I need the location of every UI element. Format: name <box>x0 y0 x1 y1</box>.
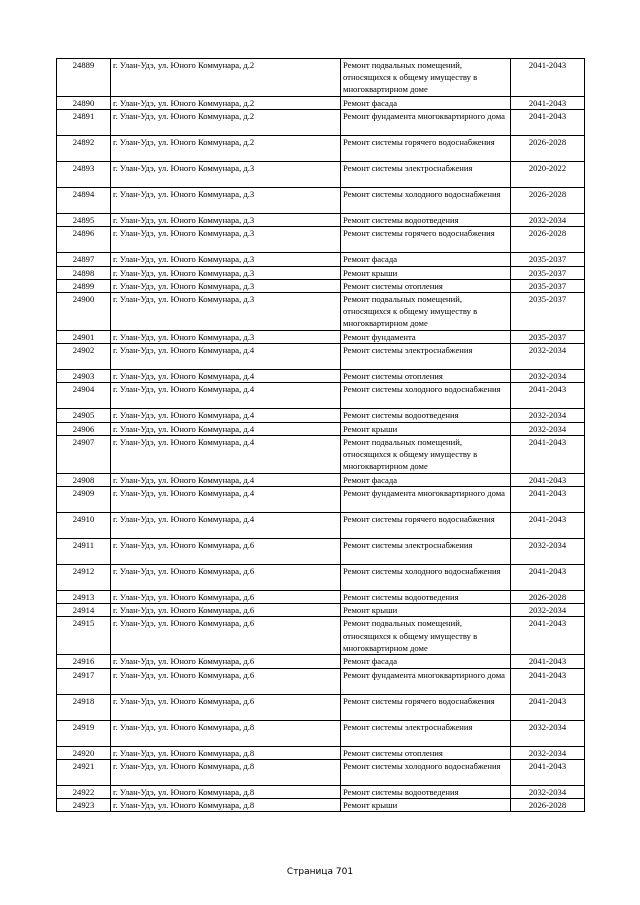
row-number: 24899 <box>57 279 111 292</box>
row-work-type: Ремонт системы водоотведения <box>341 785 511 798</box>
row-address: г. Улан-Удэ, ул. Юного Коммунара, д.4 <box>111 487 341 513</box>
row-address: г. Улан-Удэ, ул. Юного Коммунара, д.4 <box>111 344 341 370</box>
table-row <box>57 97 585 110</box>
table-row <box>57 799 585 812</box>
table-row <box>57 266 585 279</box>
table-row <box>57 539 585 565</box>
row-number: 24916 <box>57 655 111 668</box>
row-address: г. Улан-Удэ, ул. Юного Коммунара, д.6 <box>111 591 341 604</box>
row-period: 2035-2037 <box>511 293 585 331</box>
row-period: 2020-2022 <box>511 162 585 188</box>
row-number: 24920 <box>57 746 111 759</box>
row-period: 2032-2034 <box>511 409 585 422</box>
row-address: г. Улан-Удэ, ул. Юного Коммунара, д.8 <box>111 720 341 746</box>
row-number: 24908 <box>57 473 111 486</box>
row-period: 2026-2028 <box>511 799 585 812</box>
row-work-type: Ремонт фундамента многоквартирного дома <box>341 110 511 136</box>
table-row <box>57 746 585 759</box>
table-row <box>57 785 585 798</box>
row-number: 24900 <box>57 293 111 331</box>
table-row <box>57 110 585 136</box>
table-row <box>57 694 585 720</box>
row-address: г. Улан-Удэ, ул. Юного Коммунара, д.3 <box>111 293 341 331</box>
row-period: 2026-2028 <box>511 136 585 162</box>
row-address: г. Улан-Удэ, ул. Юного Коммунара, д.3 <box>111 162 341 188</box>
row-period: 2041-2043 <box>511 383 585 409</box>
repair-schedule-table <box>56 58 585 812</box>
table-row <box>57 655 585 668</box>
table-row <box>57 383 585 409</box>
row-address: г. Улан-Удэ, ул. Юного Коммунара, д.6 <box>111 604 341 617</box>
row-address: г. Улан-Удэ, ул. Юного Коммунара, д.8 <box>111 785 341 798</box>
row-address: г. Улан-Удэ, ул. Юного Коммунара, д.4 <box>111 473 341 486</box>
row-number: 24919 <box>57 720 111 746</box>
row-work-type: Ремонт крыши <box>341 799 511 812</box>
row-period: 2041-2043 <box>511 513 585 539</box>
row-period: 2035-2037 <box>511 279 585 292</box>
row-period: 2035-2037 <box>511 253 585 266</box>
row-period: 2041-2043 <box>511 759 585 785</box>
table-row <box>57 188 585 214</box>
row-address: г. Улан-Удэ, ул. Юного Коммунара, д.6 <box>111 617 341 655</box>
page-number: Страница 701 <box>286 867 354 877</box>
row-period: 2026-2028 <box>511 227 585 253</box>
row-work-type: Ремонт системы электроснабжения <box>341 162 511 188</box>
row-work-type: Ремонт фасада <box>341 97 511 110</box>
row-number: 24901 <box>57 331 111 344</box>
row-number: 24903 <box>57 370 111 383</box>
row-number: 24917 <box>57 668 111 694</box>
table-row <box>57 331 585 344</box>
row-work-type: Ремонт системы холодного водоснабжения <box>341 759 511 785</box>
row-address: г. Улан-Удэ, ул. Юного Коммунара, д.3 <box>111 214 341 227</box>
row-address: г. Улан-Удэ, ул. Юного Коммунара, д.2 <box>111 110 341 136</box>
row-work-type: Ремонт фундамента <box>341 331 511 344</box>
row-number: 24892 <box>57 136 111 162</box>
row-period: 2032-2034 <box>511 370 585 383</box>
table-row <box>57 162 585 188</box>
row-work-type: Ремонт системы электроснабжения <box>341 539 511 565</box>
table-row <box>57 293 585 331</box>
row-number: 24889 <box>57 59 111 97</box>
row-address: г. Улан-Удэ, ул. Юного Коммунара, д.3 <box>111 266 341 279</box>
row-work-type: Ремонт подвальных помещений, относящихся к общему имуществу в многоквартирном доме <box>341 59 511 97</box>
row-number: 24905 <box>57 409 111 422</box>
row-address: г. Улан-Удэ, ул. Юного Коммунара, д.3 <box>111 227 341 253</box>
table-row <box>57 591 585 604</box>
table-row <box>57 279 585 292</box>
row-address: г. Улан-Удэ, ул. Юного Коммунара, д.4 <box>111 435 341 473</box>
row-period: 2041-2043 <box>511 655 585 668</box>
table-row <box>57 422 585 435</box>
row-period: 2041-2043 <box>511 473 585 486</box>
row-number: 24902 <box>57 344 111 370</box>
table-row <box>57 409 585 422</box>
row-address: г. Улан-Удэ, ул. Юного Коммунара, д.4 <box>111 513 341 539</box>
row-number: 24891 <box>57 110 111 136</box>
row-period: 2032-2034 <box>511 746 585 759</box>
row-period: 2041-2043 <box>511 565 585 591</box>
row-period: 2041-2043 <box>511 110 585 136</box>
row-number: 24910 <box>57 513 111 539</box>
row-work-type: Ремонт крыши <box>341 604 511 617</box>
row-number: 24914 <box>57 604 111 617</box>
row-work-type: Ремонт фундамента многоквартирного дома <box>341 487 511 513</box>
row-work-type: Ремонт системы водоотведения <box>341 409 511 422</box>
row-address: г. Улан-Удэ, ул. Юного Коммунара, д.3 <box>111 188 341 214</box>
row-period: 2032-2034 <box>511 214 585 227</box>
row-work-type: Ремонт системы отопления <box>341 746 511 759</box>
row-number: 24912 <box>57 565 111 591</box>
row-period: 2041-2043 <box>511 694 585 720</box>
row-work-type: Ремонт системы водоотведения <box>341 214 511 227</box>
row-address: г. Улан-Удэ, ул. Юного Коммунара, д.3 <box>111 331 341 344</box>
row-number: 24897 <box>57 253 111 266</box>
row-work-type: Ремонт системы холодного водоснабжения <box>341 383 511 409</box>
row-work-type: Ремонт подвальных помещений, относящихся к общему имуществу в многоквартирном доме <box>341 435 511 473</box>
row-period: 2026-2028 <box>511 188 585 214</box>
row-period: 2032-2034 <box>511 604 585 617</box>
table-row <box>57 435 585 473</box>
row-address: г. Улан-Удэ, ул. Юного Коммунара, д.4 <box>111 383 341 409</box>
table-row <box>57 617 585 655</box>
row-address: г. Улан-Удэ, ул. Юного Коммунара, д.6 <box>111 694 341 720</box>
row-number: 24894 <box>57 188 111 214</box>
row-period: 2041-2043 <box>511 487 585 513</box>
table-row <box>57 487 585 513</box>
table-row <box>57 253 585 266</box>
row-address: г. Улан-Удэ, ул. Юного Коммунара, д.4 <box>111 409 341 422</box>
row-number: 24921 <box>57 759 111 785</box>
row-period: 2041-2043 <box>511 59 585 97</box>
row-address: г. Улан-Удэ, ул. Юного Коммунара, д.6 <box>111 565 341 591</box>
table-row <box>57 513 585 539</box>
row-number: 24907 <box>57 435 111 473</box>
row-work-type: Ремонт подвальных помещений, относящихся к общему имуществу в многоквартирном доме <box>341 617 511 655</box>
row-period: 2032-2034 <box>511 344 585 370</box>
row-number: 24893 <box>57 162 111 188</box>
row-period: 2032-2034 <box>511 720 585 746</box>
row-work-type: Ремонт фасада <box>341 253 511 266</box>
row-number: 24923 <box>57 799 111 812</box>
row-address: г. Улан-Удэ, ул. Юного Коммунара, д.3 <box>111 279 341 292</box>
row-period: 2041-2043 <box>511 617 585 655</box>
row-work-type: Ремонт системы отопления <box>341 279 511 292</box>
row-period: 2035-2037 <box>511 266 585 279</box>
table-row <box>57 604 585 617</box>
row-work-type: Ремонт фундамента многоквартирного дома <box>341 668 511 694</box>
row-work-type: Ремонт подвальных помещений, относящихся к общему имуществу в многоквартирном доме <box>341 293 511 331</box>
row-work-type: Ремонт фасада <box>341 473 511 486</box>
row-work-type: Ремонт крыши <box>341 266 511 279</box>
row-work-type: Ремонт системы холодного водоснабжения <box>341 565 511 591</box>
row-work-type: Ремонт фасада <box>341 655 511 668</box>
row-number: 24909 <box>57 487 111 513</box>
row-work-type: Ремонт системы отопления <box>341 370 511 383</box>
row-work-type: Ремонт системы водоотведения <box>341 591 511 604</box>
row-work-type: Ремонт системы горячего водоснабжения <box>341 227 511 253</box>
table-body <box>57 59 585 812</box>
row-period: 2032-2034 <box>511 539 585 565</box>
table-row <box>57 214 585 227</box>
row-address: г. Улан-Удэ, ул. Юного Коммунара, д.6 <box>111 655 341 668</box>
row-address: г. Улан-Удэ, ул. Юного Коммунара, д.6 <box>111 668 341 694</box>
row-number: 24904 <box>57 383 111 409</box>
row-period: 2035-2037 <box>511 331 585 344</box>
row-address: г. Улан-Удэ, ул. Юного Коммунара, д.2 <box>111 136 341 162</box>
table-row <box>57 344 585 370</box>
row-period: 2032-2034 <box>511 422 585 435</box>
row-number: 24896 <box>57 227 111 253</box>
row-work-type: Ремонт системы электроснабжения <box>341 344 511 370</box>
row-number: 24890 <box>57 97 111 110</box>
row-period: 2041-2043 <box>511 97 585 110</box>
table-row <box>57 668 585 694</box>
table-row <box>57 59 585 97</box>
row-work-type: Ремонт системы электроснабжения <box>341 720 511 746</box>
row-number: 24895 <box>57 214 111 227</box>
row-number: 24915 <box>57 617 111 655</box>
table-row <box>57 720 585 746</box>
row-work-type: Ремонт системы холодного водоснабжения <box>341 188 511 214</box>
row-work-type: Ремонт крыши <box>341 422 511 435</box>
row-address: г. Улан-Удэ, ул. Юного Коммунара, д.8 <box>111 759 341 785</box>
row-work-type: Ремонт системы горячего водоснабжения <box>341 136 511 162</box>
table-row <box>57 136 585 162</box>
row-number: 24922 <box>57 785 111 798</box>
row-number: 24898 <box>57 266 111 279</box>
row-work-type: Ремонт системы горячего водоснабжения <box>341 513 511 539</box>
row-address: г. Улан-Удэ, ул. Юного Коммунара, д.2 <box>111 59 341 97</box>
row-address: г. Улан-Удэ, ул. Юного Коммунара, д.4 <box>111 370 341 383</box>
table-row <box>57 370 585 383</box>
table-row <box>57 227 585 253</box>
row-period: 2026-2028 <box>511 591 585 604</box>
row-address: г. Улан-Удэ, ул. Юного Коммунара, д.2 <box>111 97 341 110</box>
table-row <box>57 759 585 785</box>
row-number: 24918 <box>57 694 111 720</box>
row-number: 24913 <box>57 591 111 604</box>
row-number: 24911 <box>57 539 111 565</box>
table-row <box>57 473 585 486</box>
row-period: 2032-2034 <box>511 785 585 798</box>
row-number: 24906 <box>57 422 111 435</box>
row-address: г. Улан-Удэ, ул. Юного Коммунара, д.6 <box>111 539 341 565</box>
row-address: г. Улан-Удэ, ул. Юного Коммунара, д.4 <box>111 422 341 435</box>
row-work-type: Ремонт системы горячего водоснабжения <box>341 694 511 720</box>
row-address: г. Улан-Удэ, ул. Юного Коммунара, д.8 <box>111 799 341 812</box>
row-period: 2041-2043 <box>511 435 585 473</box>
row-period: 2041-2043 <box>511 668 585 694</box>
row-address: г. Улан-Удэ, ул. Юного Коммунара, д.3 <box>111 253 341 266</box>
row-address: г. Улан-Удэ, ул. Юного Коммунара, д.8 <box>111 746 341 759</box>
table-row <box>57 565 585 591</box>
